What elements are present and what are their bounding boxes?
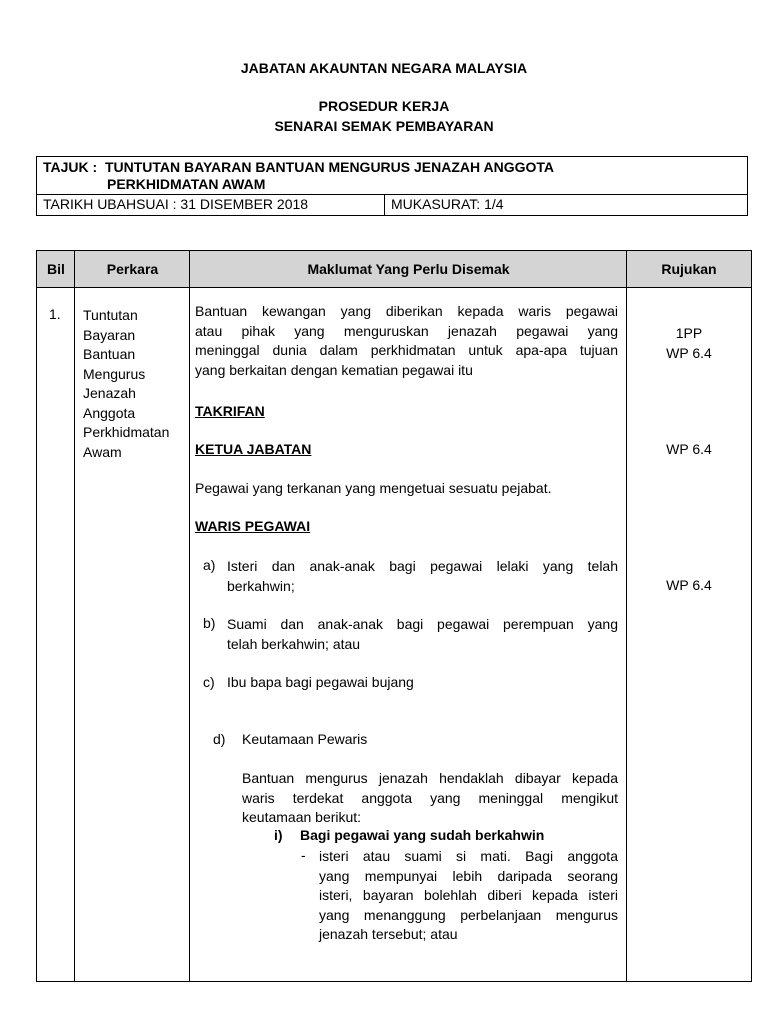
intro-paragraph — [195, 302, 618, 380]
doc-subtitle: SENARAI SEMAK PEMBAYARAN — [274, 118, 494, 134]
rujukan-wp-c: WP 6.4 — [666, 577, 712, 593]
list-line: berkahwin; — [227, 577, 295, 594]
meta-row — [37, 195, 747, 215]
header-perkara: Perkara — [106, 261, 159, 277]
list-item-a — [227, 557, 618, 596]
list-item-c: Ibu bapa bagi pegawai bujang — [227, 674, 414, 690]
ketua-jabatan-text: Pegawai yang terkanan yang mengetuai sesuatu pejabat. — [195, 480, 552, 496]
bullet-paragraph — [319, 847, 618, 945]
intro-line: yang berkaitan dengan kematian pegawai itu — [195, 361, 473, 378]
bullet-line: yang menanggung perbelanjaan mengurus — [319, 906, 618, 923]
header-rujukan: Rujukan — [661, 261, 717, 277]
bullet-line: isteri atau suami si mati. Bagi anggota — [319, 848, 618, 864]
sub-label-i: i) — [274, 827, 283, 843]
list-line: telah berkahwin; atau — [227, 635, 361, 652]
sub-title: Bagi pegawai yang sudah berkahwin — [300, 827, 545, 843]
perkara-line: Awam — [83, 443, 122, 460]
list-label-c: c) — [203, 674, 215, 690]
keutamaan-line: waris terdekat anggota yang meninggal mengikut — [242, 789, 618, 806]
keutamaan-title: Keutamaan Pewaris — [242, 731, 368, 747]
row-perkara — [83, 306, 169, 462]
list-label-a: a) — [203, 557, 216, 573]
perkara-line: Mengurus — [83, 365, 146, 382]
meta-box — [36, 156, 748, 216]
waris-pegawai-heading: WARIS PEGAWAI — [195, 518, 311, 534]
header-bil: Bil — [47, 261, 65, 277]
perkara-line: Perkhidmatan — [83, 424, 170, 440]
header-maklumat: Maklumat Yang Perlu Disemak — [307, 261, 510, 277]
tajuk-line1: TAJUK : TUNTUTAN BAYARAN BANTUAN MENGURUS JENAZAH ANGGOTA — [43, 159, 554, 175]
org-title: JABATAN AKAUNTAN NEGARA MALAYSIA — [240, 60, 528, 76]
perkara-line: Tuntutan — [83, 307, 138, 323]
perkara-line: Anggota — [83, 404, 136, 421]
intro-line: atau pihak yang menguruskan jenazah pegawai yang — [195, 322, 618, 339]
perkara-line: Bayaran — [83, 326, 136, 343]
list-label-b: b) — [203, 615, 216, 631]
tajuk-cell — [37, 157, 747, 195]
list-label-d: d) — [213, 731, 226, 747]
bullet-line: yang mempunyai lebih daripada seorang — [319, 867, 618, 884]
rujukan-wp-a: WP 6.4 — [666, 345, 712, 361]
perkara-line: Jenazah — [83, 385, 136, 401]
list-line: Suami dan anak-anak bagi pegawai perempuan yang — [227, 616, 618, 632]
ketua-jabatan-heading: KETUA JABATAN — [195, 441, 312, 457]
list-item-b — [227, 615, 618, 654]
intro-line: Bantuan kewangan yang diberikan kepada waris pegawai — [195, 303, 618, 319]
perkara-line: Bantuan — [83, 346, 136, 362]
keutamaan-paragraph — [242, 769, 618, 828]
tarikh-cell: TARIKH UBAHSUAI : 31 DISEMBER 2018 — [37, 195, 385, 215]
keutamaan-line: keutamaan berikut: — [242, 809, 362, 825]
row-bil: 1. — [49, 306, 61, 322]
list-line: Isteri dan anak-anak bagi pegawai lelaki yang telah — [227, 558, 618, 574]
rujukan-1pp: 1PP — [675, 325, 703, 341]
bullet-line: isteri, bayaran bolehlah diberi kepada isteri — [319, 887, 618, 903]
mukasurat-cell: MUKASURAT: 1/4 — [391, 196, 504, 212]
intro-line: meninggal dunia dalam perkhidmatan untuk apa-apa tujuan — [195, 342, 618, 358]
tajuk-line2: PERKHIDMATAN AWAM — [107, 176, 266, 192]
takrifan-heading: TAKRIFAN — [195, 403, 265, 419]
bullet-line: jenazah tersebut; atau — [319, 926, 458, 942]
keutamaan-line: Bantuan mengurus jenazah hendaklah dibayar kepada — [242, 770, 618, 786]
col-divider-bil — [37, 251, 75, 981]
rujukan-wp-b: WP 6.4 — [666, 441, 712, 457]
doc-title: PROSEDUR KERJA — [318, 98, 450, 114]
bullet-dash: - — [301, 847, 306, 863]
checklist-table — [36, 250, 752, 982]
